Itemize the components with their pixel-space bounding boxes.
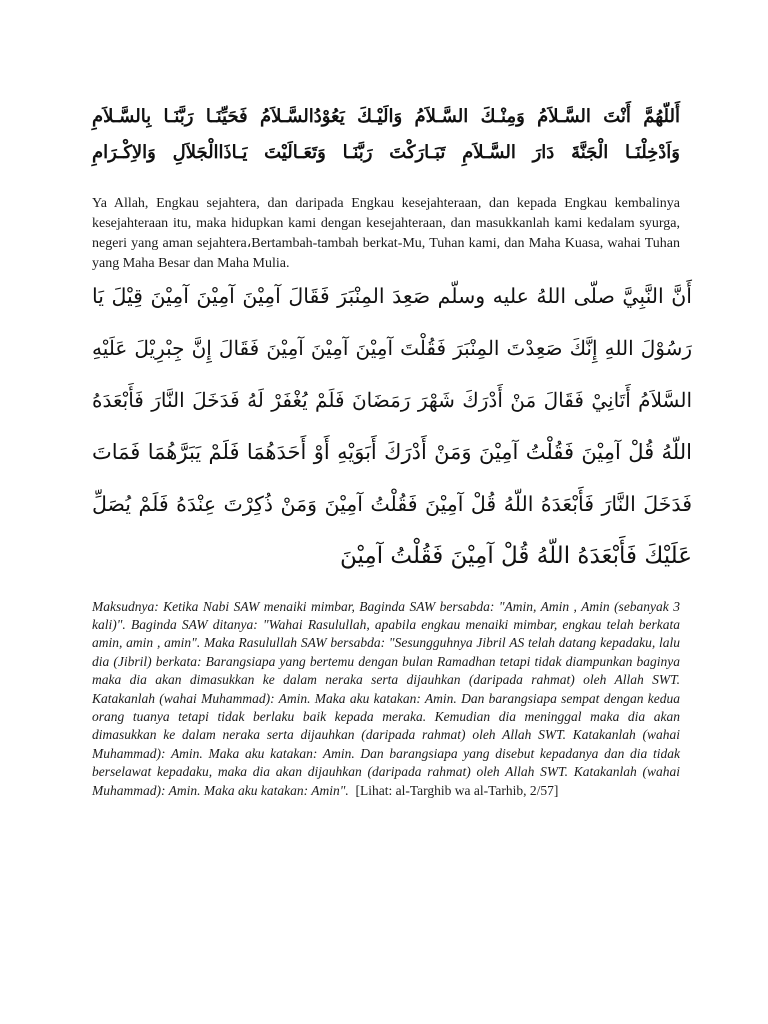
hadith-translation: [92, 598, 680, 800]
hadith-arabic-line: أَنَّ النَّبِيَّ صلّى اللهُ عليه وسلّم صَعِدَ المِنْبَرَ فَقَالَ آمِيْنَ آمِيْنَ آمِيْنَ قِيْلَ يَا: [92, 284, 692, 308]
hadith-arabic-text: [92, 278, 692, 590]
doa-translation: Ya Allah, Engkau sejahtera, dan daripada Engkau kesejahteraan, dan kepada Engkau kembalinya kesejahteraan itu, maka hidupkan kami dengan kesejahteraan, dan masukkanlah kami kedalam syurga, negeri yang aman sejahtera،Bertambah-tambah berkat-Mu, Tuhan kami, dan Maha Kuasa, wahai Tuhan yang Maha Besar dan Maha Mulia.: [92, 196, 680, 271]
hadith-arabic-line: عَلَيْكَ فَأَبْعَدَهُ اللّهُ قُلْ آمِيْنَ فَقُلْتُ آمِيْنَ: [339, 543, 692, 569]
doa-arabic-line: وَاَدْخِلْنَـا الْجَنَّةَ دَارَ السَّـلاَمِ تَبَـارَكْتَ رَبَّنَـا وَتَعَـالَيْتَ يَـاذَاالْجَلاَلِ وَالاِكْـرَامِ: [92, 142, 680, 163]
hadith-reference: [Lihat: al-Targhib wa al-Tarhib, 2/57]: [355, 782, 559, 798]
doa-arabic-line: أَللّهُمَّ أَنْتَ السَّـلاَمُ وَمِنْـكَ السَّـلاَمُ وَالَيْـكَ يَعُوْدُالسَّـلاَمُ فَحَيِّنَـا رَبَّنَـا بِالسَّـلاَمِ: [92, 106, 680, 127]
hadith-arabic-line: فَدَخَلَ النَّارَ فَأَبْعَدَهُ اللّهُ قُلْ آمِيْنَ فَقُلْتُ آمِيْنَ وَمَنْ ذُكِرْتَ عِنْدَهُ فَلَمْ يُصَلِّ: [92, 492, 692, 516]
hadith-arabic-line: اللّهُ قُلْ آمِيْنَ فَقُلْتُ آمِيْنَ وَمَنْ أَدْرَكَ أَبَوَيْهِ أَوْ أَحَدَهُمَا فَلَمْ يَبَرَّهُمَا فَمَاتَ: [92, 440, 692, 464]
hadith-arabic-line: السَّلاَمُ أَتَانِيْ فَقَالَ مَنْ أَدْرَكَ شَهْرَ رَمَضَانَ فَلَمْ يُغْفَرْ لَهُ فَدَخَلَ النَّارَ فَأَبْعَدَهُ: [92, 388, 692, 412]
doa-arabic-text: [92, 102, 680, 174]
hadith-arabic-line: رَسُوْلَ اللهِ إِنَّكَ صَعِدْتَ المِنْبَرَ فَقُلْتَ آمِيْنَ آمِيْنَ آمِيْنَ فَقَالَ إِنَّ جِبْرِيْلَ عَلَيْهِ: [92, 336, 692, 360]
hadith-translation-text: Maksudnya: Ketika Nabi SAW menaiki mimbar, Baginda SAW bersabda: "Amin, Amin , Amin (sebanyak 3 kali)". Baginda SAW ditanya: "Wahai Rasulullah, apabila engkau menaiki mimbar, engkau telah berkata amin, amin , amin". Maka Rasulullah SAW bersabda: "Sesungguhnya Jibril AS telah datang kepadaku, lalu dia (Jibril) berkata: Barangsiapa yang bertemu dengan bulan Ramadhan tetapi tidak diampunkan baginya maka dia akan dimasukkan ke dalam neraka serta dijauhkan (daripada rahmat) oleh Allah SWT. Katakanlah (wahai Muhammad): Amin. Maka aku katakan: Amin. Dan barangsiapa sempat dengan kedua orang tuanya tetapi tidak berlaku baik kepada meraka. Kemudian dia meninggal maka dia akan dimasukkan ke dalam neraka serta dijauhkan (daripada rahmat) oleh Allah SWT. Katakanlah (wahai Muhammad): Amin. Maka aku katakan: Amin. Dan barangsiapa yang disebut kepadanya dan dia tidak berselawat kepadaku, maka dia akan dijauhkan (daripada rahmat) oleh Allah SWT. Katakanlah (wahai Muhammad): Amin. Maka aku katakan: Amin".: [92, 598, 680, 798]
